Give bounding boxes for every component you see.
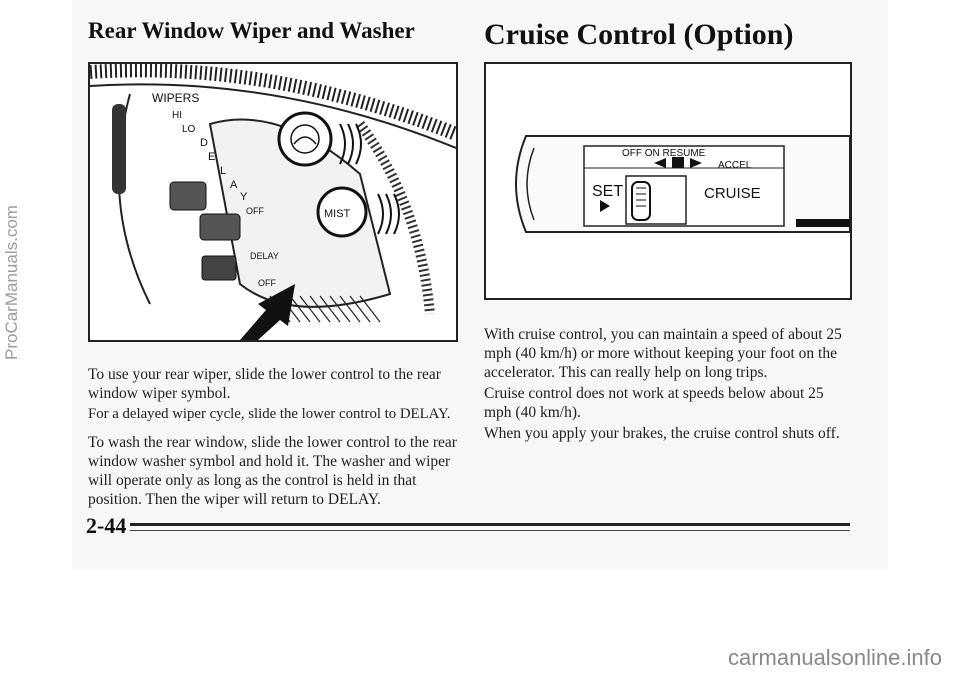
a-label: A (230, 179, 238, 191)
set-label: SET (592, 183, 624, 200)
paragraph-washer: To wash the rear window, slide the lower control to the rear window washer symbol and hold it. The washer and wiper will operate only as long as the control is held in that position. Then the wiper will return to DELAY. (88, 434, 457, 508)
wiper-control-drawing (90, 64, 456, 340)
footer-rule-thin (130, 530, 850, 531)
e-label: E (208, 151, 216, 163)
watermark-procarmanuals: ProCarManuals.com (2, 205, 21, 360)
section-title-cruise-control: Cruise Control (Option) (484, 18, 794, 51)
wipers-label: WIPERS (152, 91, 200, 105)
delay-label: DELAY (250, 251, 279, 261)
d-label: D (200, 137, 208, 149)
paragraph-cruise-intro: With cruise control, you can maintain a speed of about 25 mph (40 km/h) or more without keeping your foot on the accelerator. This can really help on long trips. (484, 326, 842, 381)
mist-label: MIST (324, 208, 351, 220)
footer-rule (130, 523, 850, 526)
paragraph-delay-cycle: For a delayed wiper cycle, slide the lower control to DELAY. (88, 406, 451, 422)
paragraph-cruise-min-speed: Cruise control does not work at speeds below about 25 mph (40 km/h). (484, 385, 824, 421)
page-number: 2-44 (86, 513, 127, 538)
cruise-control-drawing (486, 64, 850, 298)
lo-label: LO (182, 124, 196, 135)
l-label: L (220, 165, 227, 177)
off-upper-label: OFF (246, 206, 264, 216)
off-on-resume-label: OFF ON RESUME (622, 148, 706, 159)
paragraph-cruise-brakes: When you apply your brakes, the cruise control shuts off. (484, 425, 840, 442)
paragraph-rear-wiper-use: To use your rear wiper, slide the lower control to the rear window wiper symbol. (88, 366, 441, 402)
section-title-rear-wiper: Rear Window Wiper and Washer (88, 18, 415, 43)
accel-label: ACCEL (718, 160, 752, 171)
off-lower-label: OFF (258, 278, 276, 288)
watermark-carmanualsonline: carmanualsonline.info (727, 645, 942, 670)
wiper-control-illustration (88, 62, 458, 342)
hi-label: HI (172, 110, 182, 121)
cruise-label: CRUISE (704, 185, 761, 202)
y-label: Y (240, 191, 248, 203)
cruise-control-illustration (484, 62, 852, 300)
